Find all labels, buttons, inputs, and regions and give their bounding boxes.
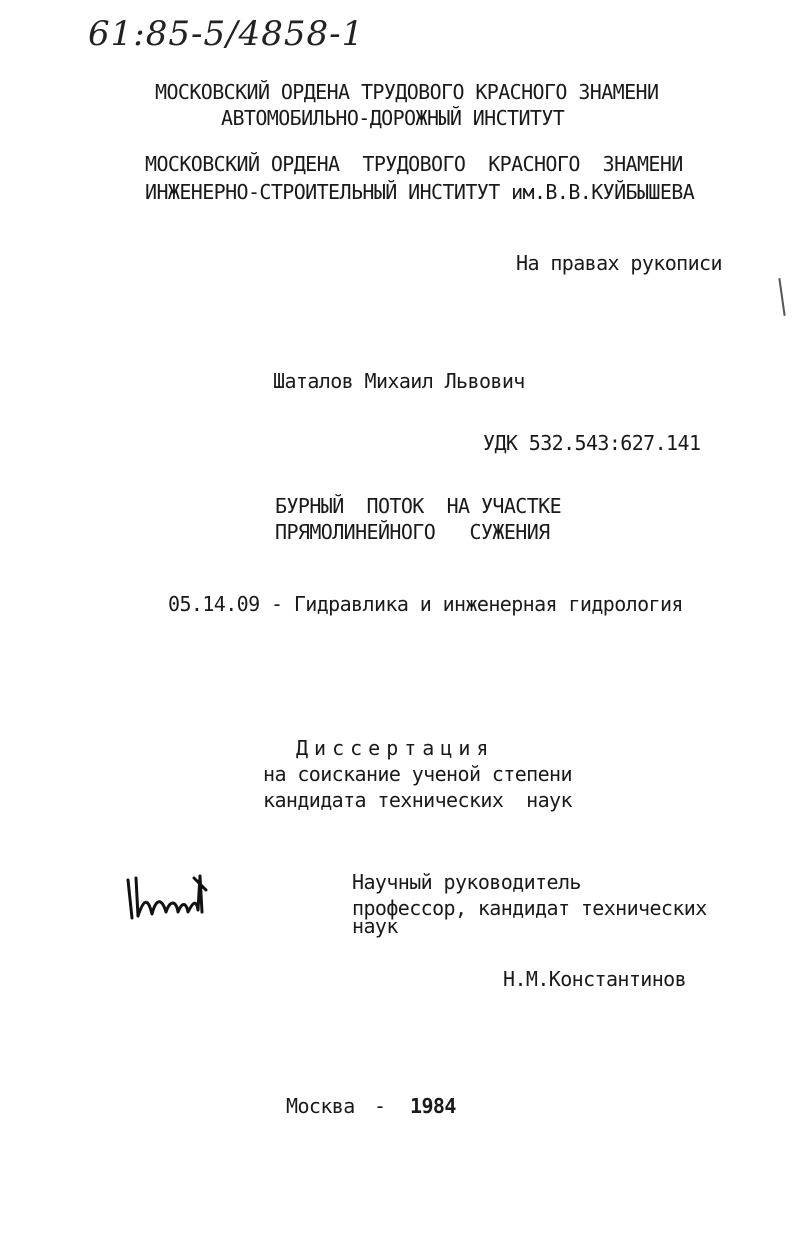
- supervisor-name: Н.М.Константинов: [503, 967, 687, 991]
- footer-dash: -: [374, 1094, 386, 1118]
- institute-2-line-2: ИНЖЕНЕРНО-СТРОИТЕЛЬНЫЙ ИНСТИТУТ им.В.В.КУЙБЫШЕВА: [145, 180, 695, 204]
- dissertation-heading: Диссертация: [296, 736, 495, 760]
- author-signature: [122, 868, 212, 928]
- author-name: Шаталов Михаил Львович: [273, 369, 525, 393]
- supervisor-role: Научный руководитель: [352, 870, 581, 894]
- supervisor-title-line-1: профессор, кандидат технических: [352, 896, 707, 920]
- title-line-2: ПРЯМОЛИНЕЙНОГО СУЖЕНИЯ: [275, 520, 550, 544]
- title-line-1: БУРНЫЙ ПОТОК НА УЧАСТКЕ: [275, 494, 562, 518]
- institute-1-line-2: АВТОМОБИЛЬНО-ДОРОЖНЫЙ ИНСТИТУТ: [221, 106, 565, 130]
- degree-line-2: кандидата технических наук: [263, 788, 572, 812]
- margin-pen-mark: [778, 278, 785, 316]
- supervisor-title-line-2: наук: [352, 914, 398, 938]
- specialty-code: 05.14.09 - Гидравлика и инженерная гидрология: [168, 592, 683, 616]
- manuscript-rights-note: На правах рукописи: [516, 251, 722, 275]
- udc-code: УДК 532.543:627.141: [483, 431, 701, 455]
- archive-number-handwritten: 61:85-5/4858-1: [88, 14, 365, 54]
- institute-2-line-1: МОСКОВСКИЙ ОРДЕНА ТРУДОВОГО КРАСНОГО ЗНАМЕНИ: [145, 152, 683, 176]
- institute-1-line-1: МОСКОВСКИЙ ОРДЕНА ТРУДОВОГО КРАСНОГО ЗНАМЕНИ: [155, 80, 659, 104]
- footer-city: Москва: [286, 1094, 355, 1118]
- degree-line-1: на соискание ученой степени: [263, 762, 572, 786]
- footer-year: 1984: [410, 1094, 456, 1118]
